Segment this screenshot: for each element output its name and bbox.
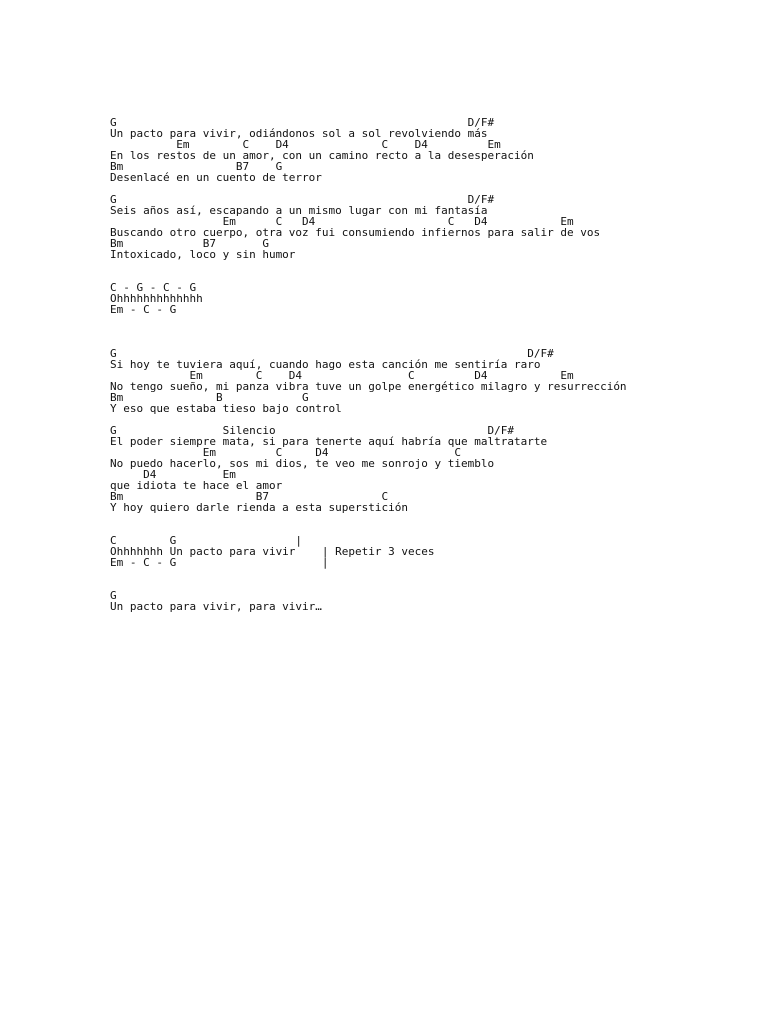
lyric-line-11: El poder siempre mata, si para tenertе aquí habría que maltratarte (110, 435, 548, 448)
blank-line (110, 260, 760, 271)
blank-line (110, 579, 760, 590)
blank-line (110, 271, 760, 282)
chorus-lyric-line: Ohhhhhhh Un pacto para vivir | Repetir 3 veces (110, 545, 435, 558)
chord-line-3: Bm B7 G (110, 160, 283, 173)
chorus-chord-line: C G | (110, 534, 303, 547)
lyric-line-13: que idiota te hace el amor (110, 479, 283, 492)
chord-line-10: G Silencio D/F# (110, 424, 514, 437)
lyric-line-8: Si hoy te tuviera aquí, cuando hago esta canción me sentiría raro (110, 358, 541, 371)
lyric-line-2: En los restos de un amor, con un camino recto a la desesperación (110, 149, 534, 162)
lyric-line-4: Seis años así, escapando a un mismo lugar con mi fantasía (110, 204, 488, 217)
chord-line-1: G D/F# (110, 116, 495, 129)
chord-line-12: D4 Em (110, 468, 236, 481)
lyric-line-1: Un pacto para vivir, odiándonos sol a sol revolviendo más (110, 127, 488, 140)
chord-sheet (110, 117, 760, 612)
blank-line (110, 315, 760, 326)
blank-line (110, 513, 760, 524)
chorus-progression: Em - C - G | (110, 556, 329, 569)
chord-progression-2: Em - C - G (110, 303, 177, 316)
lyric-line-12: No puedo hacerlo, sos mi dios, te veo me sonrojo y tiemblo (110, 457, 495, 470)
lyric-line-10: Y eso que estaba tieso bajo control (110, 402, 342, 415)
outro-lyric-line: Un pacto para vivir, para vivir… (110, 600, 322, 613)
chord-line-6: Bm B7 G (110, 237, 269, 250)
chord-line-5: Em C D4 C D4 Em (110, 215, 574, 228)
chord-line-13: Bm B7 C (110, 490, 389, 503)
lyric-line-7: Ohhhhhhhhhhhhh (110, 292, 203, 305)
chord-line-11: Em C D4 C (110, 446, 461, 459)
lyric-line-14: Y hoy quiero darle rienda a esta superstición (110, 501, 409, 514)
lyric-line-3: Desenlacé en un cuento de terror (110, 171, 322, 184)
chord-line-2: Em C D4 C D4 Em (110, 138, 501, 151)
lyric-line-5: Buscando otro cuerpo, otra voz fui consumiendo infiernos para salir de vos (110, 226, 601, 239)
chord-line-8: Em C D4 C D4 Em (110, 369, 574, 382)
chord-line-4: G D/F# (110, 193, 495, 206)
lyric-line-6: Intoxicado, loco y sin humor (110, 248, 296, 261)
outro-chord-line: G (110, 589, 117, 602)
blank-line (110, 568, 760, 579)
chord-line-9: Bm B G (110, 391, 309, 404)
chord-line-7: G D/F# (110, 347, 554, 360)
chord-progression-1: C - G - C - G (110, 281, 197, 294)
lyric-line-9: No tengo sueño, mi panza vibra tuve un golpe energético milagro y resurrección (110, 380, 627, 393)
blank-line (110, 326, 760, 337)
